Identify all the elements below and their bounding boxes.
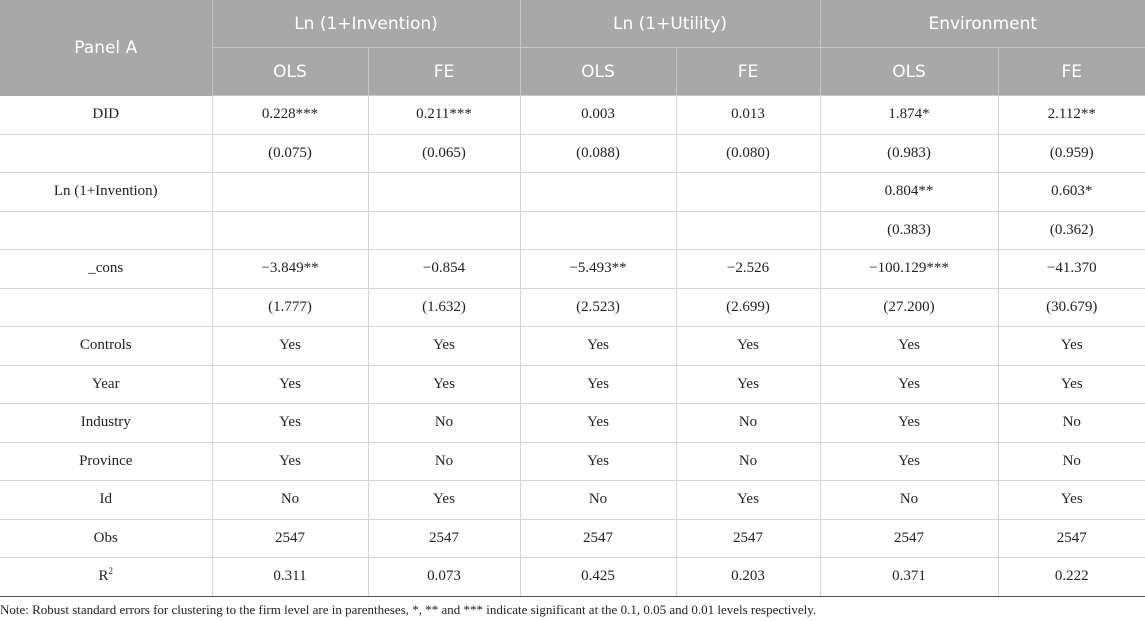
table-cell: Yes bbox=[520, 327, 676, 366]
table-row bbox=[0, 481, 1145, 520]
row-label: Id bbox=[0, 481, 212, 520]
table-cell: Yes bbox=[368, 365, 520, 404]
row-label: Province bbox=[0, 442, 212, 481]
table-cell bbox=[368, 173, 520, 212]
table-row bbox=[0, 519, 1145, 558]
table-cell: (0.088) bbox=[520, 134, 676, 173]
table-cell: (2.699) bbox=[676, 288, 820, 327]
table-cell: Yes bbox=[520, 442, 676, 481]
table-cell: No bbox=[676, 442, 820, 481]
subcolumn-header: FE bbox=[368, 48, 520, 96]
row-label: Industry bbox=[0, 404, 212, 443]
panel-label: Panel A bbox=[0, 0, 212, 96]
table-cell bbox=[676, 211, 820, 250]
header-row-groups bbox=[0, 0, 1145, 48]
table-cell: Yes bbox=[212, 327, 368, 366]
table-cell: 0.013 bbox=[676, 96, 820, 135]
table-cell: Yes bbox=[676, 327, 820, 366]
table-cell: 2.112** bbox=[998, 96, 1145, 135]
table-cell: 0.203 bbox=[676, 558, 820, 597]
table-cell: (0.075) bbox=[212, 134, 368, 173]
table-cell: 0.311 bbox=[212, 558, 368, 597]
table-cell: −100.129*** bbox=[820, 250, 998, 289]
table-row bbox=[0, 558, 1145, 597]
table-cell bbox=[212, 211, 368, 250]
subcolumn-header: FE bbox=[998, 48, 1145, 96]
table-cell: Yes bbox=[520, 365, 676, 404]
table-row bbox=[0, 365, 1145, 404]
table-cell: No bbox=[998, 404, 1145, 443]
subcolumn-header: OLS bbox=[520, 48, 676, 96]
group-header-utility: Ln (1+Utility) bbox=[520, 0, 820, 48]
table-cell: (0.362) bbox=[998, 211, 1145, 250]
table-row bbox=[0, 327, 1145, 366]
table-cell: 0.222 bbox=[998, 558, 1145, 597]
table-row bbox=[0, 250, 1145, 289]
row-label: Controls bbox=[0, 327, 212, 366]
table-cell: Yes bbox=[998, 327, 1145, 366]
table-cell: Yes bbox=[820, 442, 998, 481]
table-cell: (2.523) bbox=[520, 288, 676, 327]
table-cell bbox=[676, 173, 820, 212]
table-cell: (30.679) bbox=[998, 288, 1145, 327]
table-cell: −0.854 bbox=[368, 250, 520, 289]
table-cell: Yes bbox=[676, 365, 820, 404]
table-cell: No bbox=[676, 404, 820, 443]
table-cell: 0.371 bbox=[820, 558, 998, 597]
table-cell: (0.065) bbox=[368, 134, 520, 173]
table-cell: (0.959) bbox=[998, 134, 1145, 173]
table-row bbox=[0, 173, 1145, 212]
table-cell: Yes bbox=[368, 327, 520, 366]
table-cell: −2.526 bbox=[676, 250, 820, 289]
table-cell: Yes bbox=[212, 404, 368, 443]
table-cell: No bbox=[368, 442, 520, 481]
table-cell: 2547 bbox=[520, 519, 676, 558]
table-cell: Yes bbox=[820, 404, 998, 443]
table-body bbox=[0, 96, 1145, 597]
table-cell: (1.632) bbox=[368, 288, 520, 327]
table-cell: 0.003 bbox=[520, 96, 676, 135]
table-cell bbox=[520, 211, 676, 250]
table-row bbox=[0, 134, 1145, 173]
subcolumn-header: FE bbox=[676, 48, 820, 96]
table-cell bbox=[368, 211, 520, 250]
table-cell: Yes bbox=[820, 327, 998, 366]
group-header-environment: Environment bbox=[820, 0, 1145, 48]
table-cell: (0.383) bbox=[820, 211, 998, 250]
table-cell: Yes bbox=[998, 481, 1145, 520]
table-row bbox=[0, 288, 1145, 327]
table-cell: No bbox=[368, 404, 520, 443]
table-cell: 0.211*** bbox=[368, 96, 520, 135]
table-cell: (0.983) bbox=[820, 134, 998, 173]
table-cell: Yes bbox=[368, 481, 520, 520]
table-cell bbox=[212, 173, 368, 212]
row-label: _cons bbox=[0, 250, 212, 289]
table-cell: (1.777) bbox=[212, 288, 368, 327]
row-label: Year bbox=[0, 365, 212, 404]
table-cell: Yes bbox=[820, 365, 998, 404]
table-cell: Yes bbox=[212, 365, 368, 404]
row-label bbox=[0, 134, 212, 173]
subcolumn-header: OLS bbox=[212, 48, 368, 96]
table-cell: 1.874* bbox=[820, 96, 998, 135]
table-row bbox=[0, 211, 1145, 250]
table-cell: No bbox=[998, 442, 1145, 481]
group-header-invention: Ln (1+Invention) bbox=[212, 0, 520, 48]
table-cell: (27.200) bbox=[820, 288, 998, 327]
table-cell: Yes bbox=[998, 365, 1145, 404]
table-cell: −5.493** bbox=[520, 250, 676, 289]
table-cell: 0.228*** bbox=[212, 96, 368, 135]
row-label: $R^2$ bbox=[0, 558, 212, 597]
table-cell: Yes bbox=[212, 442, 368, 481]
row-label: Ln (1+Invention) bbox=[0, 173, 212, 212]
table-cell: 0.804** bbox=[820, 173, 998, 212]
row-label bbox=[0, 288, 212, 327]
table-row bbox=[0, 442, 1145, 481]
table-cell: 2547 bbox=[820, 519, 998, 558]
row-label: DID bbox=[0, 96, 212, 135]
table-row bbox=[0, 404, 1145, 443]
table-cell: −3.849** bbox=[212, 250, 368, 289]
table-cell: 2547 bbox=[676, 519, 820, 558]
table-note: Note: Robust standard errors for clustering to the firm level are in parentheses, *, ** and *** indicate significant at the 0.1, 0.05 and 0.01 levels respectively. bbox=[0, 602, 817, 617]
row-label bbox=[0, 211, 212, 250]
table-cell: Yes bbox=[676, 481, 820, 520]
table-cell: 2547 bbox=[368, 519, 520, 558]
table-cell: No bbox=[212, 481, 368, 520]
table-cell: Yes bbox=[520, 404, 676, 443]
table-cell: (0.080) bbox=[676, 134, 820, 173]
subcolumn-header: OLS bbox=[820, 48, 998, 96]
table-cell: 0.073 bbox=[368, 558, 520, 597]
table-cell: 0.425 bbox=[520, 558, 676, 597]
row-label-superscript: 2 bbox=[108, 566, 113, 577]
table-cell: No bbox=[520, 481, 676, 520]
table-cell: 0.603* bbox=[998, 173, 1145, 212]
table-cell: No bbox=[820, 481, 998, 520]
table-cell bbox=[520, 173, 676, 212]
row-label: Obs bbox=[0, 519, 212, 558]
table-cell: −41.370 bbox=[998, 250, 1145, 289]
table-cell: 2547 bbox=[998, 519, 1145, 558]
table-row bbox=[0, 96, 1145, 135]
table-cell: 2547 bbox=[212, 519, 368, 558]
